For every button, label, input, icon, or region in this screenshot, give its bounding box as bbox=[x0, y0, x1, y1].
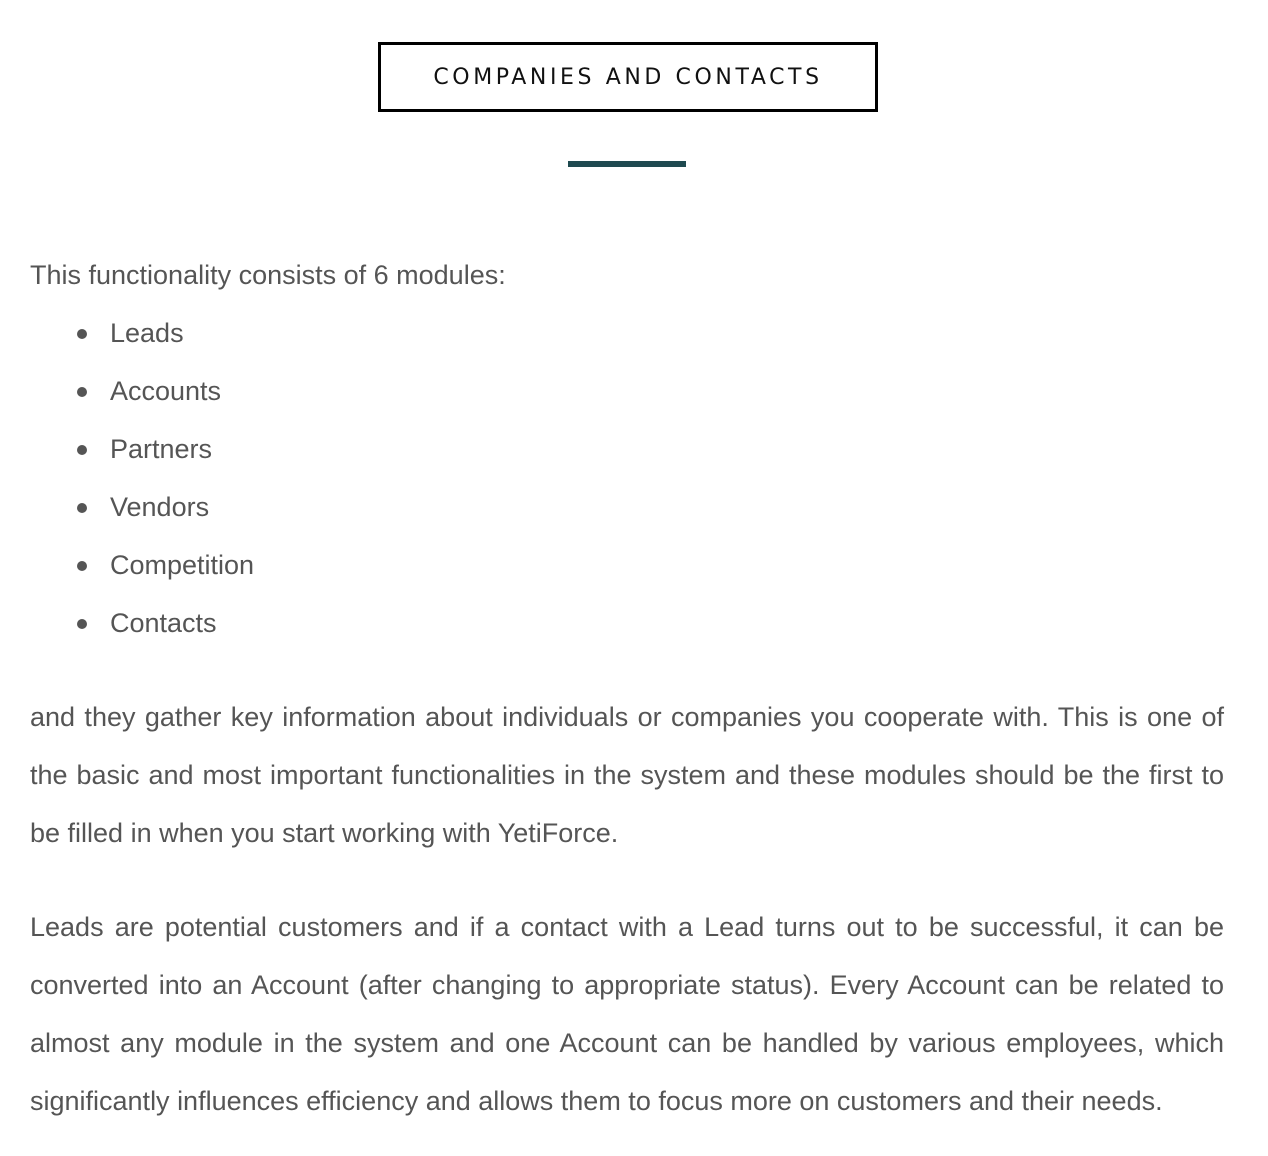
list-item-label: Vendors bbox=[110, 492, 210, 522]
bullet-icon bbox=[77, 619, 87, 629]
title-underline-divider bbox=[568, 161, 686, 167]
bullet-icon bbox=[77, 503, 87, 513]
list-item-label: Leads bbox=[110, 318, 184, 348]
section-title: COMPANIES AND CONTACTS bbox=[433, 64, 823, 90]
paragraph-leads: Leads are potential customers and if a contact with a Lead turns out to be successful, it can be converted into an Account (after changing to appropriate status). Every Account can be related to almost any module in the system and one Account can be handled by various employees, which significantly influences efficiency and allows them to focus more on customers and their needs. bbox=[30, 912, 1224, 1116]
list-item bbox=[110, 536, 1224, 594]
article-body bbox=[30, 246, 1224, 1130]
bullet-icon bbox=[77, 387, 87, 397]
list-item bbox=[110, 304, 1224, 362]
list-item bbox=[110, 478, 1224, 536]
bullet-icon bbox=[77, 561, 87, 571]
bullet-icon bbox=[77, 329, 87, 339]
intro-text: This functionality consists of 6 modules: bbox=[30, 260, 506, 290]
list-item bbox=[110, 594, 1224, 652]
paragraph-description: and they gather key information about individuals or companies you cooperate with. This is one of the basic and most important functionalities in the system and these modules should be the first to be filled in when you start working with YetiForce. bbox=[30, 702, 1224, 848]
list-item-label: Partners bbox=[110, 434, 213, 464]
page-header bbox=[0, 0, 1268, 200]
list-item bbox=[110, 420, 1224, 478]
bullet-icon bbox=[77, 445, 87, 455]
list-item bbox=[110, 362, 1224, 420]
list-item-label: Contacts bbox=[110, 608, 217, 638]
list-item-label: Competition bbox=[110, 550, 255, 580]
list-item-label: Accounts bbox=[110, 376, 222, 406]
section-title-box bbox=[378, 42, 878, 112]
modules-list bbox=[30, 304, 1224, 652]
